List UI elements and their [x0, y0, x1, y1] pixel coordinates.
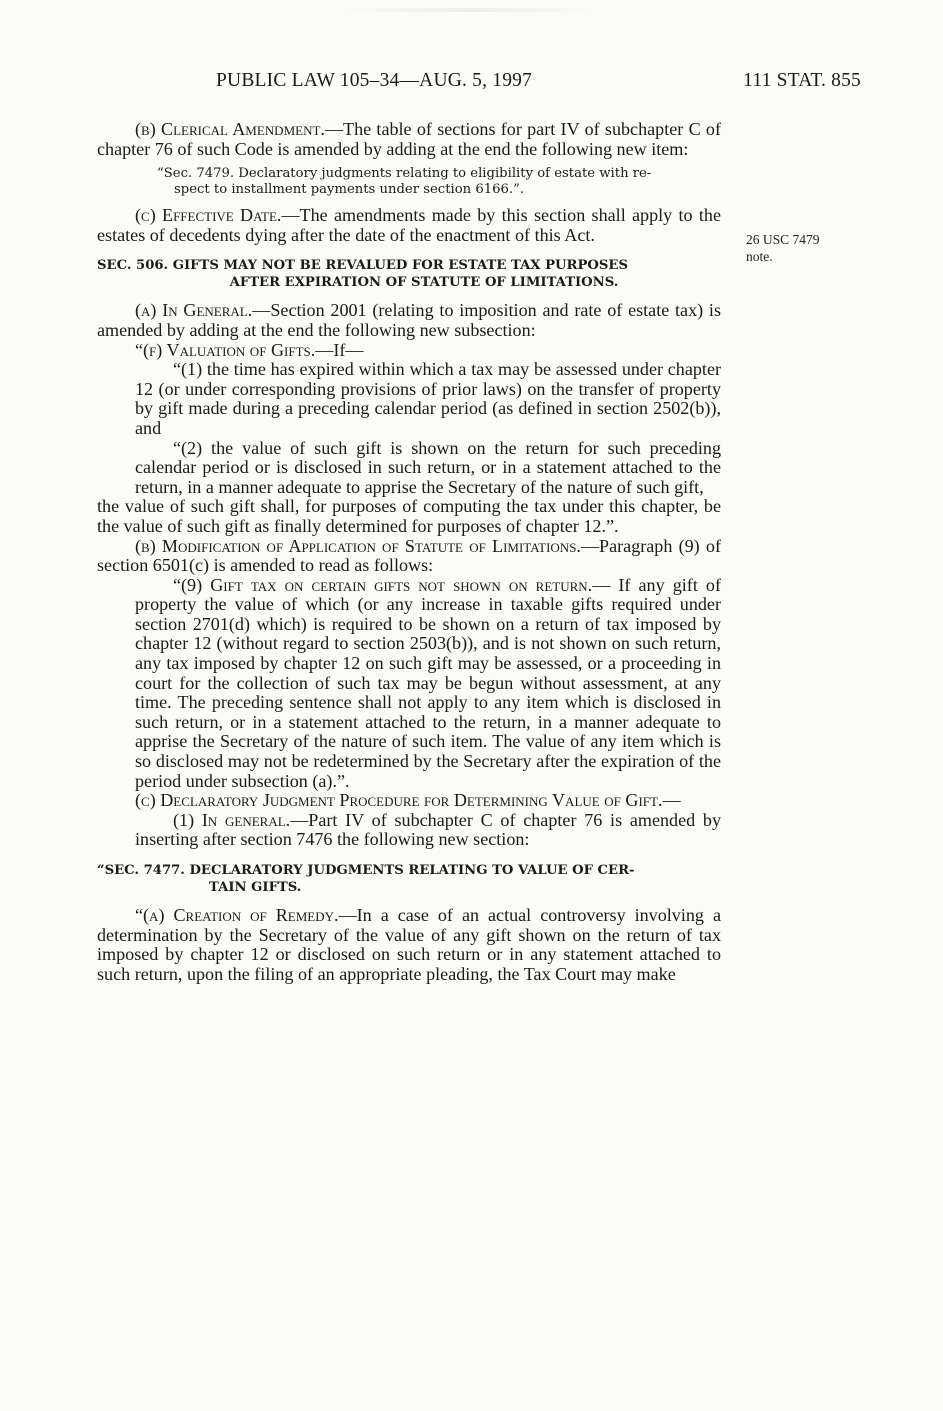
creation-of-remedy-text: —In a case of an actual controversy involving a determination by the Secretary of the value of any gift shown on the return of tax imposed by chapter 12 or disclosed on such return or in any statement attached to such return, upon the filing of an appropriate pleading, the Tax Court may make — [97, 905, 721, 984]
effective-date-heading: (c) Effective Date. — [135, 205, 282, 226]
scan-artifact — [340, 8, 600, 12]
margin-note — [746, 231, 820, 265]
c1-heading: (1) In general. — [173, 809, 291, 830]
modification-heading: (b) Modification of Application of Statute of Limitations. — [135, 535, 581, 556]
paragraph-in-general — [97, 301, 721, 340]
paragraph-9-text: — If any gift of property the value of which (or any increase in taxable gifts required under section 2701(d) which) is required to be shown on a return of tax imposed by chapter 12 (without regard to section 2503(b)), and is not shown on such return, any tax imposed by chapter 12 on such gift may be assessed, or a proceeding in court for the collection of such tax may be begun without assessment, at any time. The preceding sentence shall not apply to any item which is disclosed in such return, or in a statement attached to the return, in a manner adequate to apprise the Secretary of the nature of such item. The value of any item which is so disclosed may not be redetermined by the Secretary after the expiration of the period under subsection (a).”. — [135, 574, 722, 791]
in-general-text: —Section 2001 (relating to imposition and rate of estate tax) is amended by adding at the end the following new subsection: — [97, 300, 721, 340]
margin-note-line1: 26 USC 7479 — [746, 232, 820, 247]
clerical-text: —The table of sections for part IV of subchapter C of chapter 76 of such Code is amended by adding at the end the following new item: — [97, 119, 721, 159]
declaratory-procedure-heading: (c) Declaratory Judgment Procedure for Determining Value of Gift. — [135, 790, 663, 811]
paragraph-c1-in-general — [135, 811, 721, 850]
declaratory-procedure-text: — — [662, 790, 681, 811]
paragraph-declaratory-procedure — [97, 791, 721, 811]
clerical-heading: (b) Clerical Amendment. — [135, 119, 325, 139]
sec-7479-line1: “Sec. 7479. Declaratory judgments relating to eligibility of estate with re- — [157, 166, 652, 182]
valuation-heading: “(f) Valuation of Gifts. — [135, 339, 316, 360]
table-item-sec-7479 — [157, 166, 721, 197]
paragraph-f2: “(2) the value of such gift is shown on the return for such preceding calendar period or is disclosed in such return, or in a statement attached to the return, in a manner adequate to apprise the Secretary of the nature of such gift, — [135, 437, 721, 497]
paragraph-9-heading: “(9) Gift tax on certain gifts not shown on return. — [173, 574, 593, 595]
paragraph-f1: “(1) the time has expired within which a tax may be assessed under chapter 12 (or under corresponding provisions of prior laws) on the transfer of property by gift made during a preceding calendar period (as defined in section 2502(b)), and — [135, 359, 721, 438]
sec-7479-line2: spect to installment payments under section 6166.”. — [174, 181, 525, 197]
running-header-right: 111 STAT. 855 — [743, 70, 861, 91]
section-7477-line1: “SEC. 7477. DECLARATORY JUDGMENTS RELATING TO VALUE OF CER- — [97, 863, 635, 878]
in-general-heading: (a) In General. — [135, 300, 253, 321]
modification-text: —Paragraph (9) of section 6501(c) is amended to read as follows: — [97, 535, 721, 576]
paragraph-creation-of-remedy — [97, 906, 721, 984]
effective-date-text: —The amendments made by this section shall apply to the estates of decedents dying after the date of the enactment of this Act. — [97, 205, 721, 245]
document-body — [97, 120, 721, 984]
paragraph-clerical-amendment — [97, 120, 721, 159]
section-506-line1: SEC. 506. GIFTS MAY NOT BE REVALUED FOR ESTATE TAX PURPOSES — [97, 258, 629, 274]
paragraph-valuation-of-gifts — [97, 341, 721, 361]
section-506-heading — [97, 257, 721, 291]
c1-text: —Part IV of subchapter C of chapter 76 is amended by inserting after section 7476 the following new section: — [135, 809, 721, 850]
valuation-text: —If— — [315, 339, 364, 360]
margin-note-line2: note. — [746, 249, 773, 264]
section-506-line2: AFTER EXPIRATION OF STATUTE OF LIMITATIONS. — [229, 275, 619, 291]
paragraph-9-gift-tax — [135, 576, 721, 792]
paragraph-f-close: the value of such gift shall, for purposes of computing the tax under this chapter, be the value of such gift as finally determined for purposes of chapter 12.”. — [97, 496, 721, 536]
section-7477-heading — [97, 862, 721, 896]
paragraph-effective-date — [97, 206, 721, 245]
running-header-left: PUBLIC LAW 105–34—AUG. 5, 1997 — [216, 70, 533, 91]
section-7477-line2: TAIN GIFTS. — [209, 880, 302, 895]
creation-of-remedy-heading: “(a) Creation of Remedy. — [135, 905, 339, 925]
paragraph-modification — [97, 537, 721, 576]
